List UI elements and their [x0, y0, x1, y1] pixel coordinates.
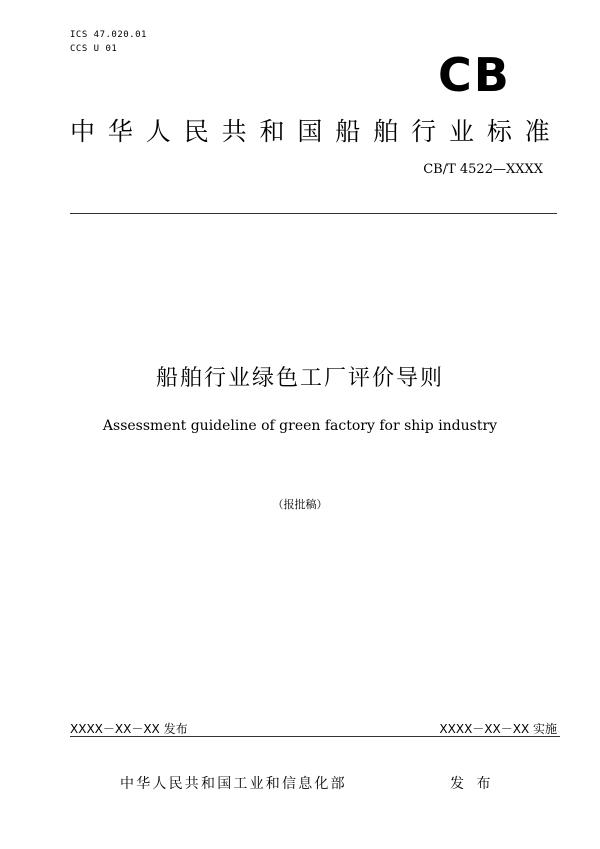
document-title-english: Assessment guideline of green factory for ship industry: [102, 418, 498, 434]
issuing-authority: 中华人民共和国工业和信息化部: [120, 776, 347, 792]
issue-date: XXXX－XX－XX 发布: [70, 722, 188, 736]
document-title: 船舶行业绿色工厂评价导则: [155, 366, 444, 391]
bottom-divider: [70, 736, 560, 737]
ics-code: ICS 47.020.01: [70, 30, 147, 40]
classification-codes: [70, 28, 147, 56]
cb-logo: CB: [438, 48, 511, 102]
standard-title: 中华人民共和国船舶行业标准: [70, 117, 563, 146]
draft-status: （报批稿）: [272, 498, 328, 511]
ccs-code: CCS U 01: [70, 44, 118, 54]
standard-code: CB/T 4522—XXXX: [423, 162, 543, 177]
implementation-date: XXXX－XX－XX 实施: [439, 722, 557, 736]
issue-label: 发 布: [450, 776, 495, 792]
top-divider: [70, 213, 557, 214]
